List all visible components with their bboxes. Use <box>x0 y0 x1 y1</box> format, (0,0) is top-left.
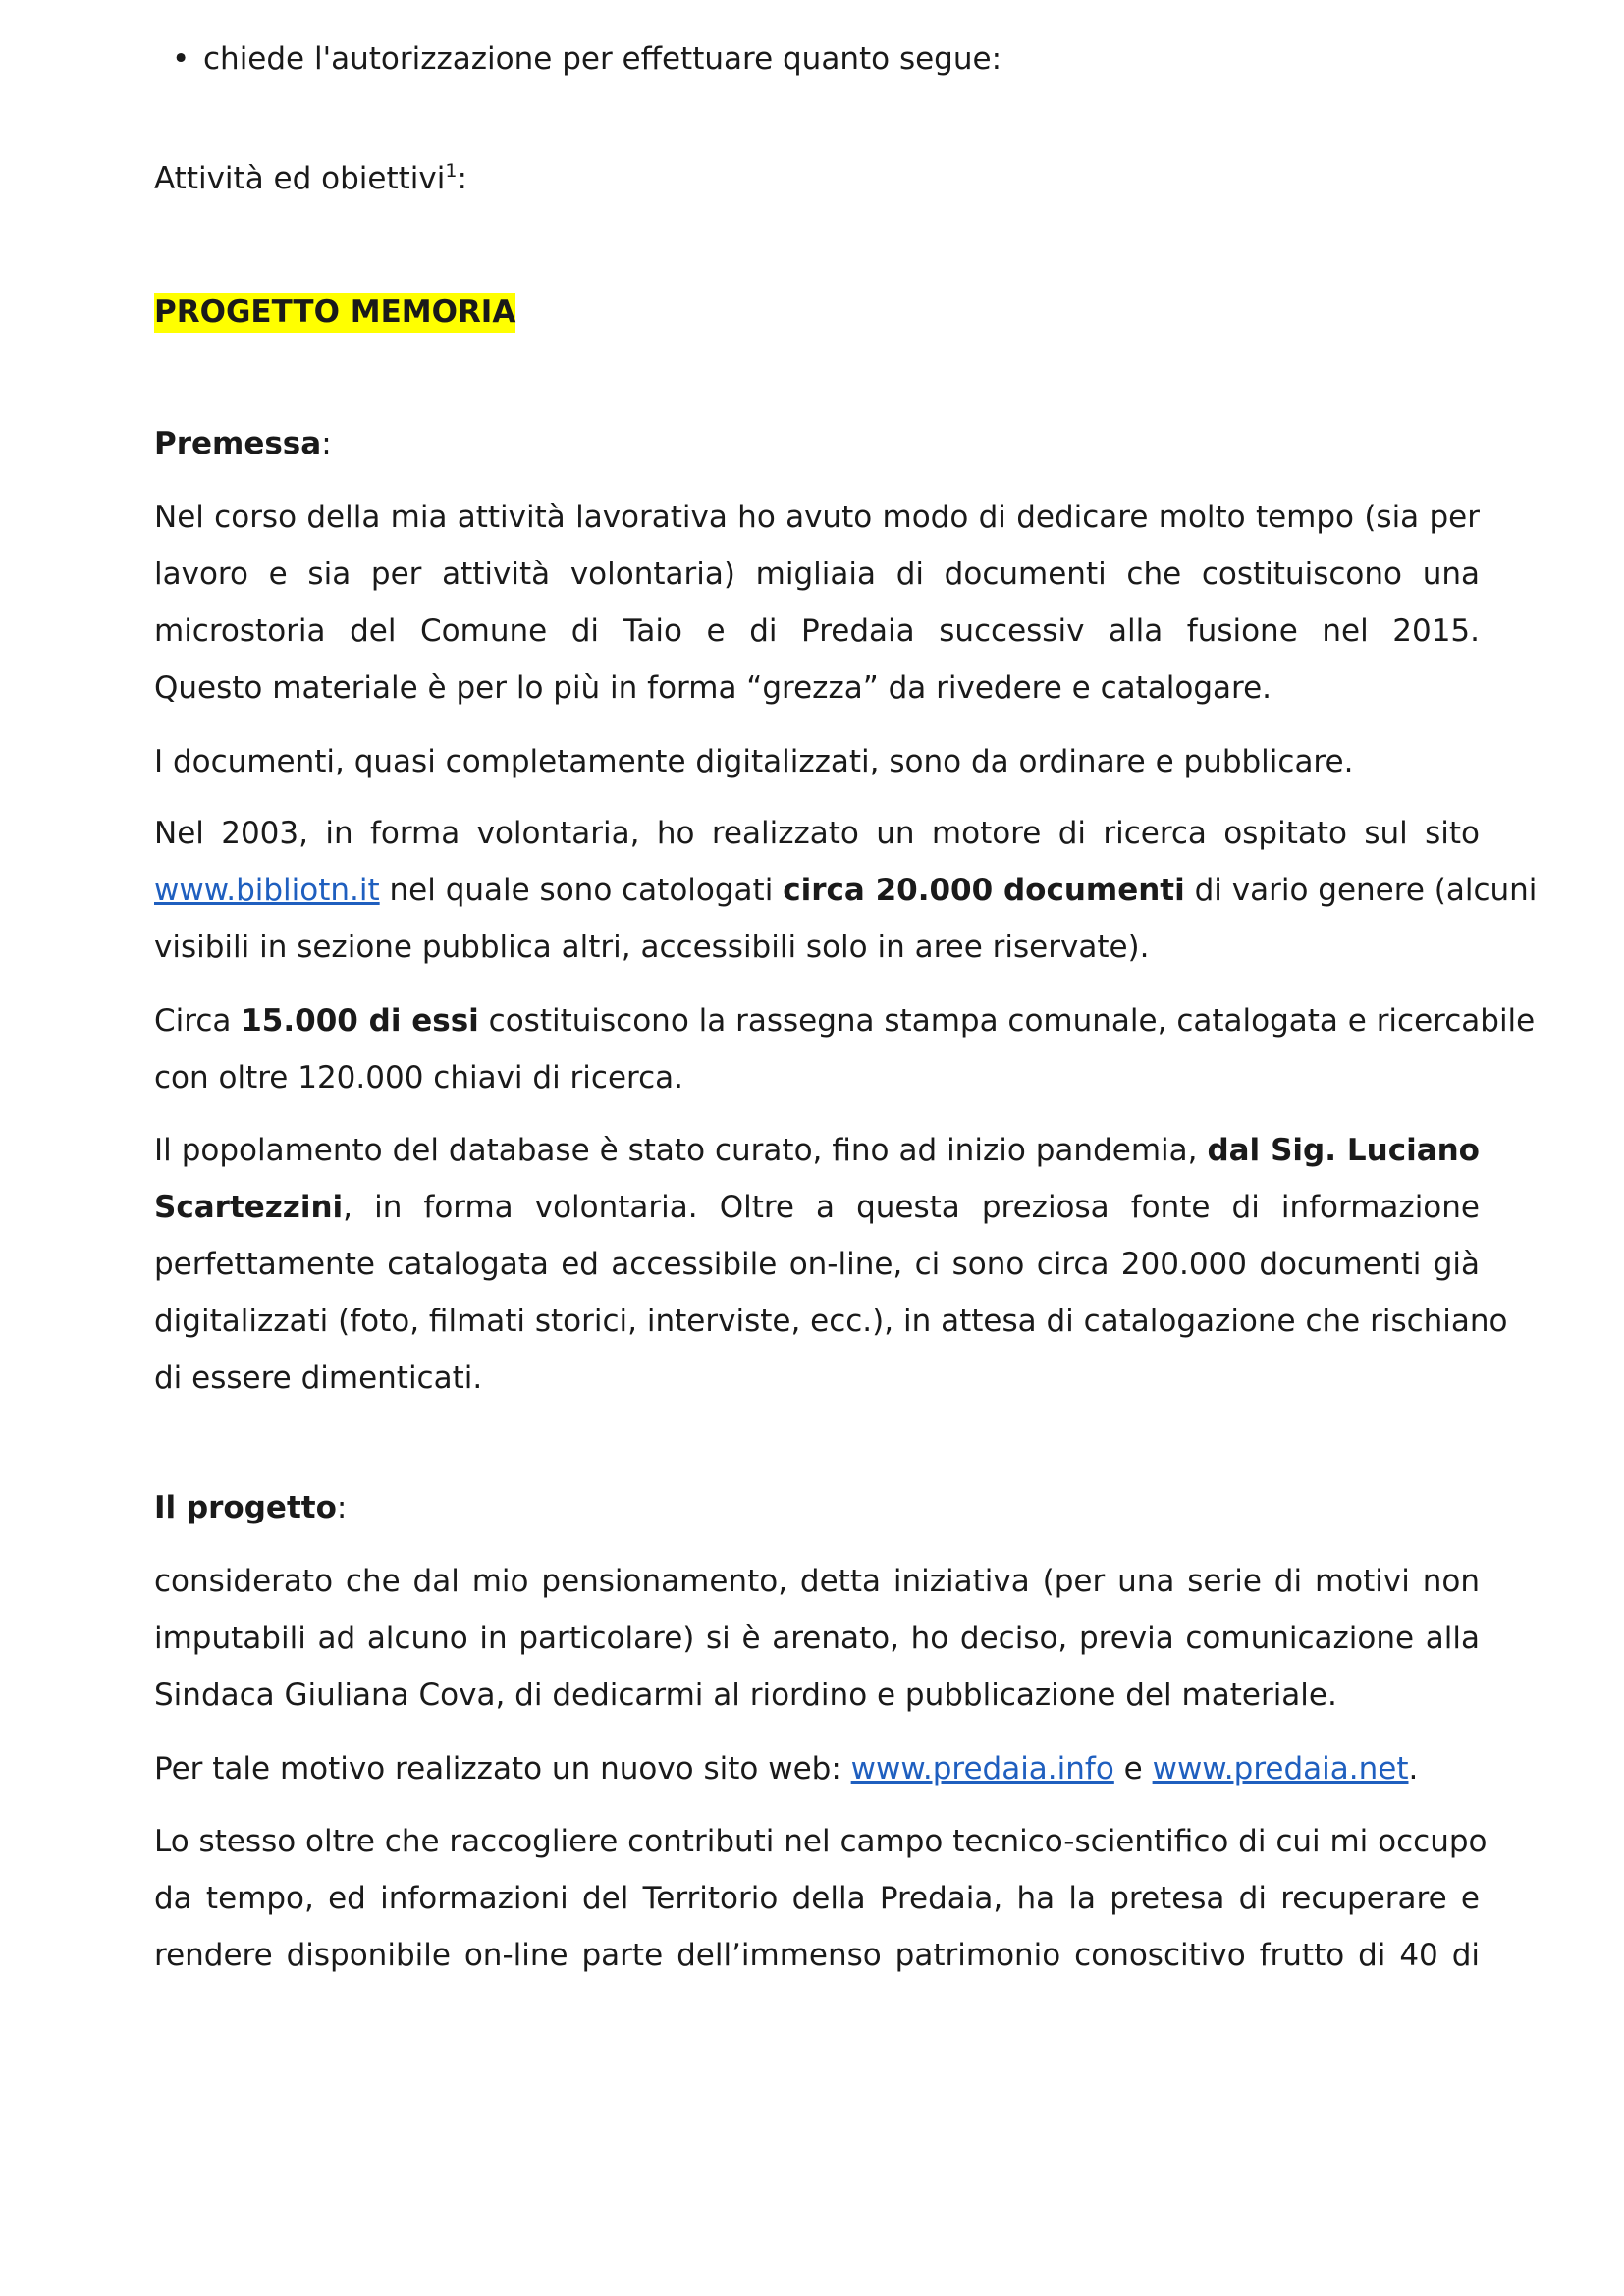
text-run: e <box>1113 1751 1153 1787</box>
text-line <box>154 992 1536 1049</box>
text-line: Nel 2003, in forma volontaria, ho realizzato un motore di ricerca ospitato sul sito <box>154 816 1480 851</box>
text-line <box>154 862 1538 919</box>
progetto-paragraph-2 <box>154 1740 1480 1797</box>
premessa-paragraph-2 <box>154 733 1480 790</box>
project-title <box>154 293 515 332</box>
text-run: nel quale sono catologati <box>379 873 784 908</box>
predaia-info-link[interactable]: www.predaia.info <box>850 1751 1114 1787</box>
text-line: imputabili ad alcuno in particolare) si è arenato, ho deciso, previa comunicazione alla <box>154 1621 1480 1656</box>
text-run: . <box>1408 1751 1419 1787</box>
text-line: I documenti, quasi completamente digitalizzati, sono da ordinare e pubblicare. <box>154 744 1354 779</box>
activities-label <box>154 159 467 198</box>
text-line <box>154 1122 1480 1179</box>
predaia-net-link[interactable]: www.predaia.net <box>1152 1751 1409 1787</box>
premessa-paragraph-4 <box>154 992 1536 1106</box>
text-line: Sindaca Giuliana Cova, di dedicarmi al riordino e pubblicazione del materiale. <box>154 1678 1337 1713</box>
text-line: microstoria del Comune di Taio e di Predaia successiv alla fusione nel 2015. <box>154 614 1480 649</box>
text-line: con oltre 120.000 chiavi di ricerca. <box>154 1060 683 1095</box>
footnote-reference: 1 <box>445 160 458 182</box>
bold-run: circa 20.000 documenti <box>783 873 1185 908</box>
activities-colon: : <box>457 161 467 196</box>
text-run: costituiscono la rassegna stampa comunale, catalogata e ricercabile <box>478 1003 1536 1039</box>
activities-text: Attività ed obiettivi <box>154 161 446 196</box>
progetto-paragraph-1 <box>154 1553 1480 1724</box>
text-line: visibili in sezione pubblica altri, accessibili solo in aree riservate). <box>154 930 1150 965</box>
text-line: Lo stesso oltre che raccogliere contributi nel campo tecnico-scientifico di cui mi occupo <box>154 1824 1488 1859</box>
bibliotn-link[interactable]: www.bibliotn.it <box>154 873 380 908</box>
text-line: di essere dimenticati. <box>154 1361 483 1396</box>
text-run: Per tale motivo realizzato un nuovo sito web: <box>154 1751 851 1787</box>
text-run: , in forma volontaria. Oltre a questa preziosa fonte di informazione <box>343 1190 1480 1225</box>
text-run: di vario genere (alcuni <box>1184 873 1538 908</box>
premessa-heading-colon: : <box>321 426 332 461</box>
premessa-heading <box>154 424 332 463</box>
bold-run: 15.000 di essi <box>241 1003 479 1039</box>
bullet-text: chiede l'autorizzazione per effettuare quanto segue: <box>203 41 1002 77</box>
text-run: Circa <box>154 1003 242 1039</box>
progetto-paragraph-3 <box>154 1813 1488 1984</box>
progetto-heading-colon: : <box>336 1490 348 1525</box>
text-line <box>154 1740 1480 1797</box>
premessa-paragraph-1 <box>154 489 1480 717</box>
bold-run: Scartezzini <box>154 1190 344 1225</box>
text-line: rendere disponibile on-line parte dell’immenso patrimonio conoscitivo frutto di 40 di <box>154 1938 1480 1973</box>
text-run: Il popolamento del database è stato curato, fino ad inizio pandemia, <box>154 1133 1208 1168</box>
text-line: perfettamente catalogata ed accessibile on-line, ci sono circa 200.000 documenti già <box>154 1247 1480 1282</box>
text-line: da tempo, ed informazioni del Territorio della Predaia, ha la pretesa di recuperare e <box>154 1881 1480 1916</box>
text-line: considerato che dal mio pensionamento, detta iniziativa (per una serie di motivi non <box>154 1564 1480 1599</box>
text-line: lavoro e sia per attività volontaria) migliaia di documenti che costituiscono una <box>154 557 1480 592</box>
project-title-text: PROGETTO MEMORIA <box>154 293 515 333</box>
progetto-heading <box>154 1488 347 1527</box>
bullet-icon: • <box>172 41 190 77</box>
bullet-list-item <box>172 39 1002 79</box>
progetto-heading-text: Il progetto <box>154 1490 337 1525</box>
text-line: digitalizzati (foto, filmati storici, interviste, ecc.), in attesa di catalogazione che rischiano <box>154 1304 1508 1339</box>
premessa-paragraph-3 <box>154 805 1538 976</box>
bold-run: dal Sig. Luciano <box>1207 1133 1480 1168</box>
text-line <box>154 1179 1480 1236</box>
premessa-paragraph-5 <box>154 1122 1508 1407</box>
text-line: Nel corso della mia attività lavorativa ho avuto modo di dedicare molto tempo (sia per <box>154 500 1480 535</box>
text-line: Questo materiale è per lo più in forma “grezza” da rivedere e catalogare. <box>154 670 1272 706</box>
premessa-heading-text: Premessa <box>154 426 322 461</box>
